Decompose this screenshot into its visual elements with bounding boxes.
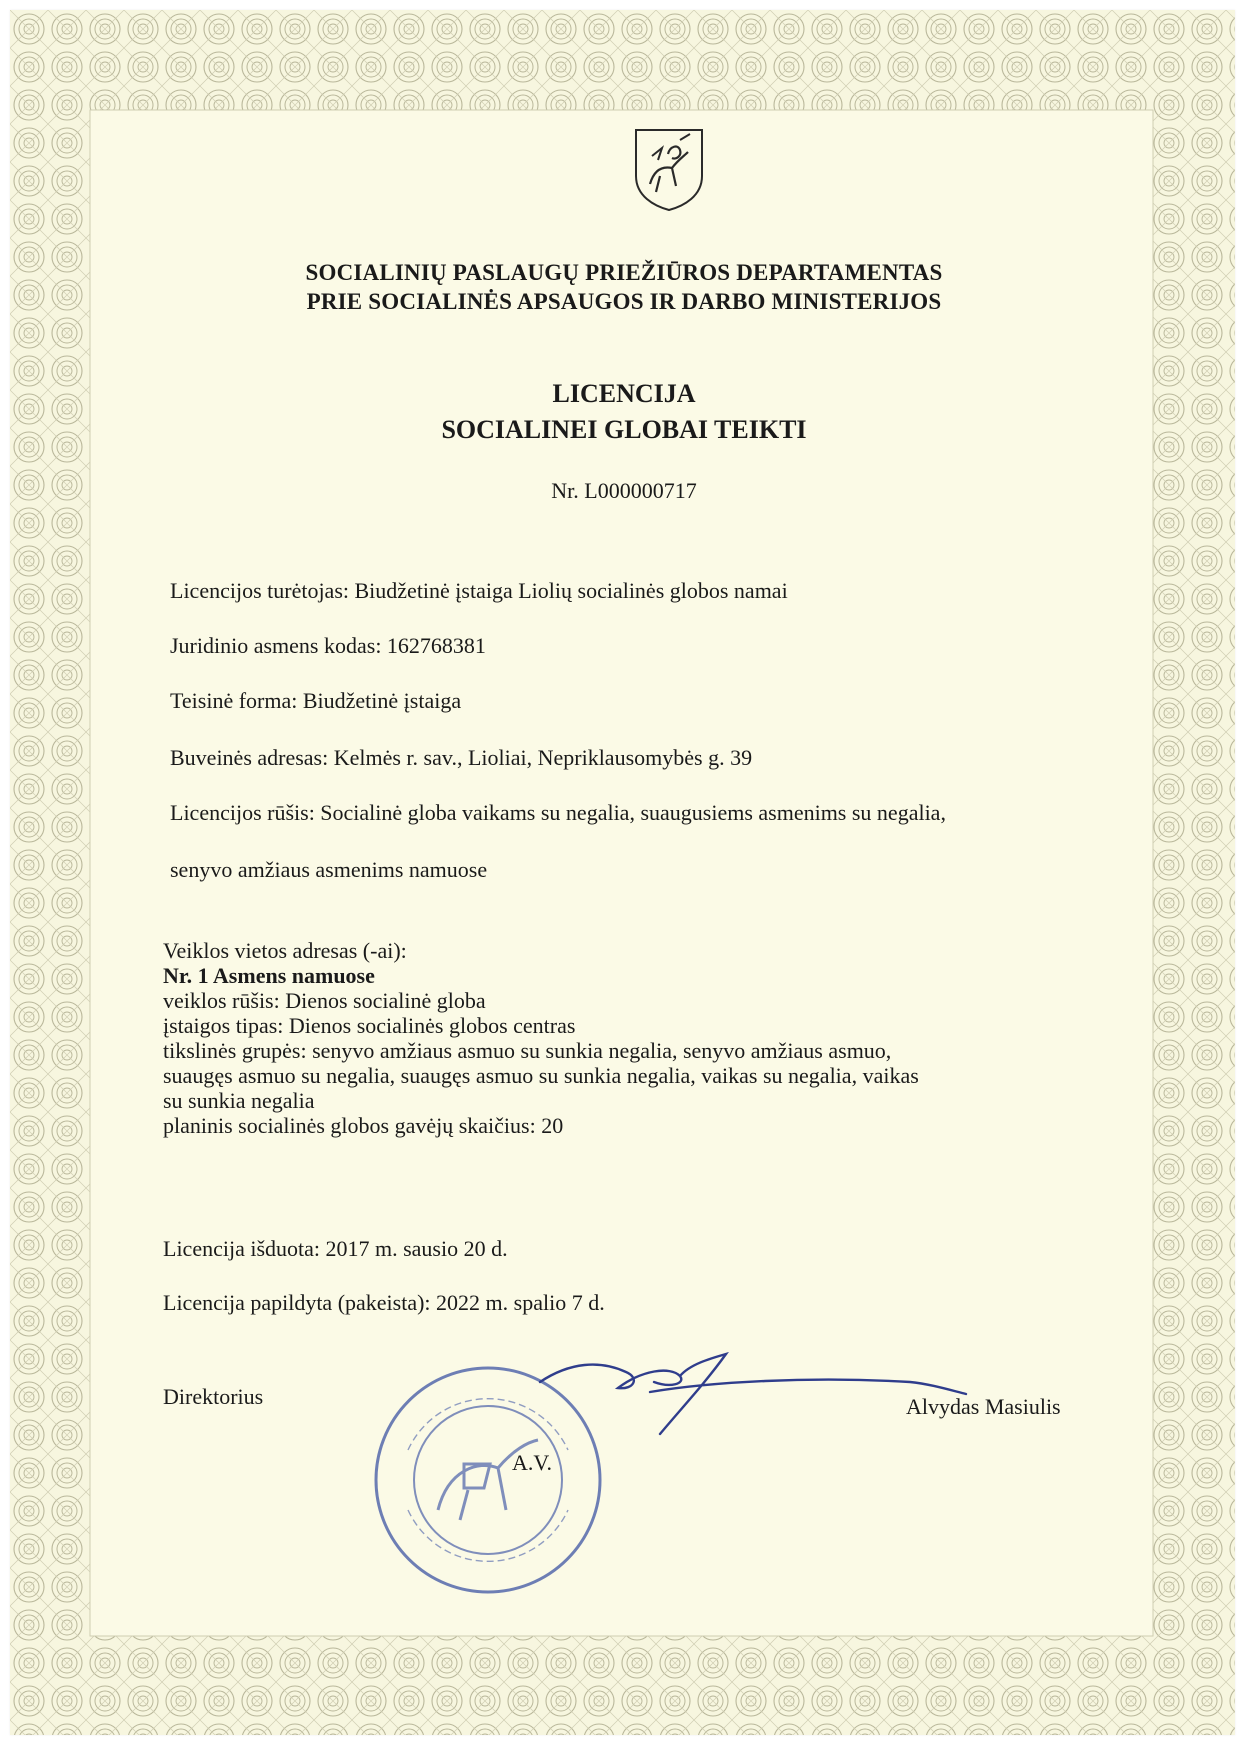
activity-heading: Veiklos vietos adresas (-ai):: [163, 938, 407, 963]
activity-kind: veiklos rūšis: Dienos socialinė globa: [163, 988, 486, 1013]
issuer-header: [0, 258, 1248, 316]
license-number: Nr. L000000717: [551, 478, 697, 503]
license-title-line-2: SOCIALINEI GLOBAI TEIKTI: [441, 415, 807, 444]
amendment-date: Licencija papildyta (pakeista): 2022 m. spalio 7 d.: [163, 1290, 605, 1315]
license-title: [0, 376, 1248, 448]
legal-entity-code: Juridinio asmens kodas: 162768381: [170, 633, 486, 658]
institution-type: įstaigos tipas: Dienos socialinės globos centras: [163, 1013, 576, 1038]
license-type-line-1: Licencijos rūšis: Socialinė globa vaikams su negalia, suaugusiems asmenims su negalia,: [170, 800, 946, 825]
target-groups-line-1: tikslinės grupės: senyvo amžiaus asmuo su sunkia negalia, senyvo amžiaus asmuo,: [163, 1038, 892, 1063]
registered-address: Buveinės adresas: Kelmės r. sav., Lioliai, Nepriklausomybės g. 39: [170, 745, 753, 770]
license-holder: Licencijos turėtojas: Biudžetinė įstaiga Liolių socialinės globos namai: [170, 578, 788, 603]
target-groups-line-2: suaugęs asmuo su negalia, suaugęs asmuo su sunkia negalia, vaikas su negalia, vaikas: [163, 1063, 919, 1088]
activity-section: [163, 938, 919, 1138]
issuer-line-2: PRIE SOCIALINĖS APSAUGOS IR DARBO MINISTERIJOS: [306, 289, 942, 314]
legal-form: Teisinė forma: Biudžetinė įstaiga: [170, 688, 462, 713]
planned-capacity: planinis socialinės globos gavėjų skaičius: 20: [163, 1113, 564, 1138]
issuer-line-1: SOCIALINIŲ PASLAUGŲ PRIEŽIŪROS DEPARTAMENTAS: [305, 260, 943, 285]
handwritten-signature: [530, 1352, 970, 1442]
signatory-name: Alvydas Masiulis: [906, 1394, 1061, 1419]
signatory-role: Direktorius: [163, 1384, 264, 1409]
issue-date: Licencija išduota: 2017 m. sausio 20 d.: [163, 1236, 508, 1261]
seal-mark: A.V.: [512, 1450, 552, 1475]
target-groups-line-3: su sunkia negalia: [163, 1088, 315, 1113]
activity-place: Nr. 1 Asmens namuose: [163, 963, 375, 988]
license-title-line-1: LICENCIJA: [552, 379, 696, 408]
license-type-line-2: senyvo amžiaus asmenims namuose: [170, 857, 488, 882]
coat-of-arms-icon: [632, 126, 706, 212]
